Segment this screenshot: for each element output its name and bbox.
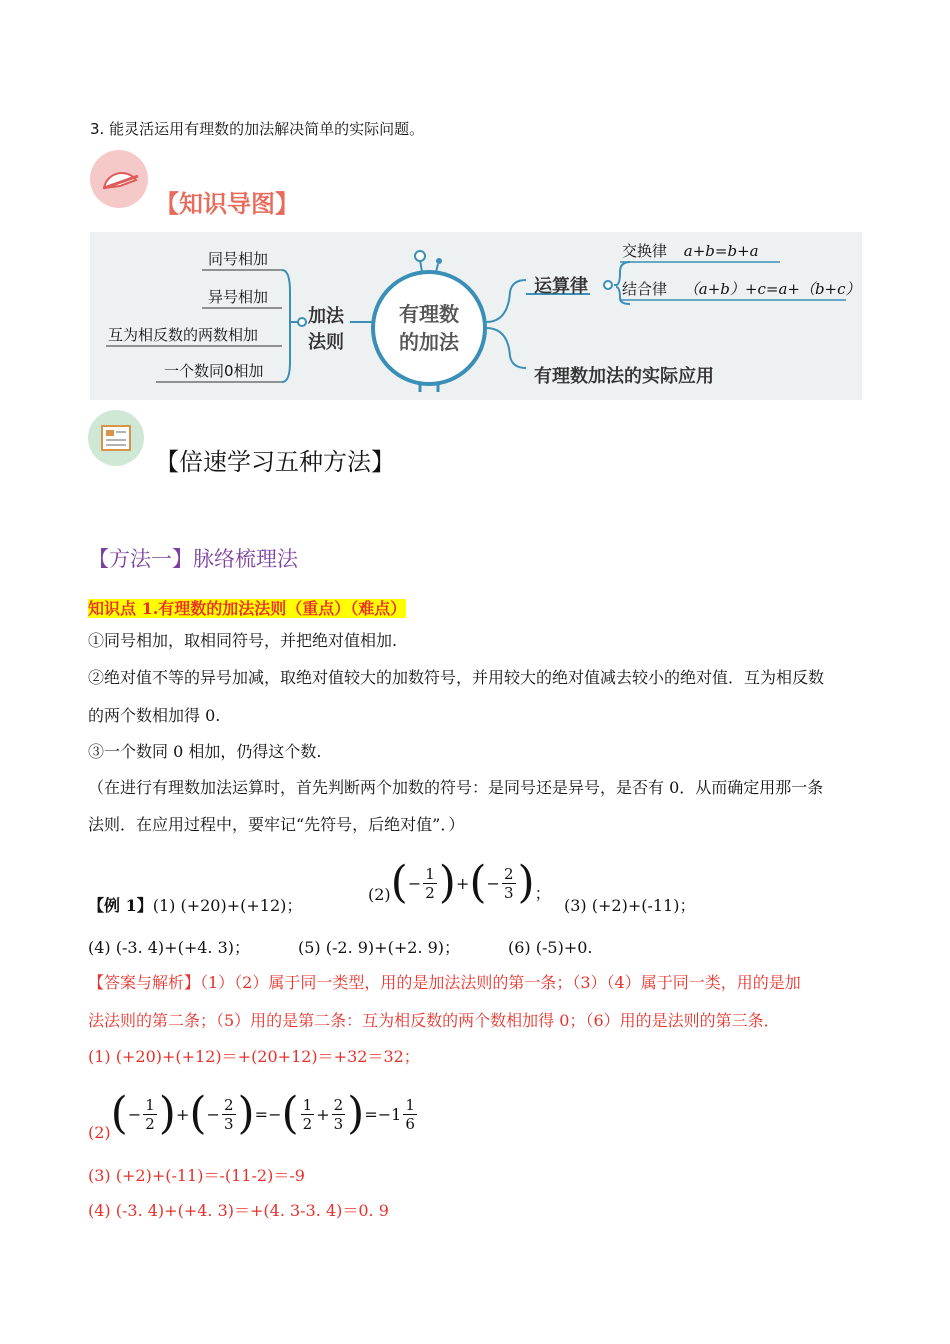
- solution-3: (3) (+2)+(-11)＝-(11-2)＝-9: [88, 1166, 305, 1185]
- method-1-title: 【方法一】脉络梳理法: [88, 547, 298, 571]
- objective-3: 3. 能灵活运用有理数的加法解决简单的实际问题。: [90, 120, 425, 138]
- solution-2: (2) ( − $\frac{1}{2}$ ) + ( − $\frac{2}{3}$ ) = − ( $\frac{1}{2}$ + $\frac{2}{3}$ ) = −1 $\frac{1}{6}$: [88, 1088, 415, 1142]
- knowledge-point-1: 知识点 1.有理数的加法法则（重点）（难点）: [88, 599, 407, 618]
- rule-3: ③一个数同 0 相加，仍得这个数.: [88, 742, 322, 761]
- knowledge-map-title: 【知识导图】: [155, 190, 299, 218]
- protractor-icon: [90, 150, 148, 208]
- map-application: 有理数加法的实际应用: [534, 366, 714, 387]
- map-commutative: 交换律 a+b=b+a: [622, 242, 759, 260]
- example-1-part-5: (5) (-2. 9)+(+2. 9)；: [298, 938, 461, 957]
- rule-note-cont: 法则．在应用过程中，要牢记“先符号，后绝对值”．）: [88, 815, 465, 834]
- rule-note: （在进行有理数加法运算时，首先判断两个加数的符号：是同号还是异号，是否有 0．从而确定用那一条: [88, 778, 824, 797]
- book-icon: [88, 410, 144, 466]
- example-1-part-2: (2) ( − $\frac{1}{2}$ ) + ( − $\frac{2}{3}$ ) ；: [368, 857, 551, 908]
- knowledge-map: [90, 232, 862, 400]
- answer-line-2: 法法则的第二条；（5）用的是第二条：互为相反数的两个数相加得 0；（6）用的是法则的第三条．: [88, 1011, 780, 1030]
- map-item-opposite: 互为相反数的两数相加: [108, 326, 259, 344]
- map-item-same-sign: 同号相加: [208, 250, 269, 268]
- rule-2: ②绝对值不等的异号加减，取绝对值较大的加数符号，并用较大的绝对值减去较小的绝对值．互为相反数: [88, 668, 825, 687]
- solution-1: (1) (+20)+(+12)＝+(20+12)＝+32＝32；: [88, 1047, 420, 1066]
- rule-1: ①同号相加，取相同符号，并把绝对值相加.: [88, 631, 398, 650]
- map-operation-laws: 运算律: [534, 276, 588, 297]
- map-left-label: 加法 法则: [308, 306, 344, 353]
- map-item-zero: 一个数同0相加: [164, 362, 264, 380]
- map-associative: 结合律 （a+b）+c=a+（b+c）: [622, 280, 861, 298]
- map-item-diff-sign: 异号相加: [208, 288, 269, 306]
- section-title: 【倍速学习五种方法】: [155, 448, 395, 476]
- example-1-part-1: 【例 1】(1) (+20)+(+12)；: [88, 896, 303, 915]
- example-1-part-6: (6) (-5)+0.: [508, 938, 593, 957]
- solution-4: (4) (-3. 4)+(+4. 3)＝+(4. 3-3. 4)＝0. 9: [88, 1201, 389, 1220]
- example-1-part-3: (3) (+2)+(-11)；: [564, 896, 696, 915]
- map-center: 有理数 的加法: [399, 302, 459, 354]
- example-1-part-4: (4) (-3. 4)+(+4. 3)；: [88, 938, 251, 957]
- answer-line-1: 【答案与解析】（1）（2）属于同一类型，用的是加法法则的第一条；（3）（4）属于同一类，用的是加: [88, 973, 801, 992]
- rule-2-cont: 的两个数相加得 0.: [88, 706, 221, 725]
